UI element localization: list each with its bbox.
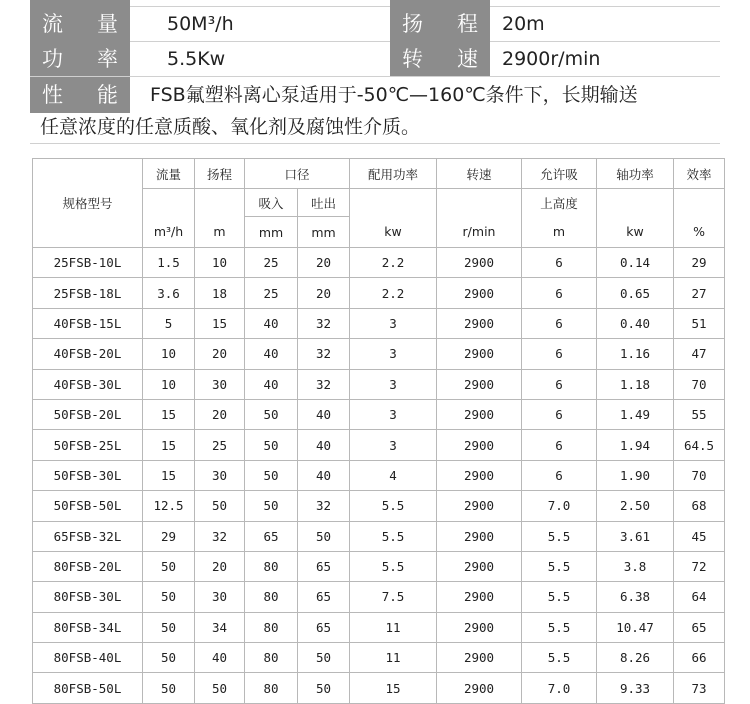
cell-head: 15 xyxy=(195,308,245,338)
cell-efficiency: 29 xyxy=(674,248,725,278)
cell-power: 15 xyxy=(350,673,437,703)
cell-shaft-power: 1.16 xyxy=(597,339,674,369)
cell-suction: 40 xyxy=(245,308,298,338)
cell-speed: 2900 xyxy=(437,248,522,278)
cell-flow: 50 xyxy=(143,673,195,703)
cell-suction: 25 xyxy=(245,278,298,308)
cell-model: 80FSB-20L xyxy=(33,551,143,581)
cell-shaft-power: 0.40 xyxy=(597,308,674,338)
table-row xyxy=(33,460,725,490)
cell-speed: 2900 xyxy=(437,278,522,308)
cell-npsh: 5.5 xyxy=(522,582,597,612)
cell-npsh: 6 xyxy=(522,339,597,369)
header-npsh-line2: 上高度 xyxy=(522,189,597,217)
cell-speed: 2900 xyxy=(437,491,522,521)
cell-npsh: 6 xyxy=(522,308,597,338)
cell-power: 11 xyxy=(350,612,437,642)
cell-shaft-power: 9.33 xyxy=(597,673,674,703)
cell-speed: 2900 xyxy=(437,430,522,460)
cell-discharge: 32 xyxy=(298,491,350,521)
head-label xyxy=(390,6,490,42)
cell-npsh: 6 xyxy=(522,369,597,399)
cell-efficiency: 55 xyxy=(674,399,725,429)
cell-power: 2.2 xyxy=(350,278,437,308)
header-blank xyxy=(437,189,522,217)
performance-label xyxy=(30,77,130,113)
cell-flow: 15 xyxy=(143,399,195,429)
cell-head: 34 xyxy=(195,612,245,642)
cell-speed: 2900 xyxy=(437,551,522,581)
table-row xyxy=(33,430,725,460)
cell-flow: 3.6 xyxy=(143,278,195,308)
cell-head: 30 xyxy=(195,582,245,612)
cell-shaft-power: 10.47 xyxy=(597,612,674,642)
cell-discharge: 32 xyxy=(298,308,350,338)
cell-discharge: 50 xyxy=(298,643,350,673)
cell-shaft-power: 0.65 xyxy=(597,278,674,308)
cell-speed: 2900 xyxy=(437,582,522,612)
cell-model: 25FSB-10L xyxy=(33,248,143,278)
cell-head: 18 xyxy=(195,278,245,308)
cell-flow: 5 xyxy=(143,308,195,338)
cell-power: 5.5 xyxy=(350,551,437,581)
cell-npsh: 6 xyxy=(522,248,597,278)
flow-value: 50M³/h xyxy=(167,13,234,35)
unit-shaft-power: kw xyxy=(597,217,674,248)
cell-npsh: 5.5 xyxy=(522,643,597,673)
table-row xyxy=(33,248,725,278)
unit-speed: r/min xyxy=(437,217,522,248)
cell-discharge: 40 xyxy=(298,399,350,429)
cell-efficiency: 64.5 xyxy=(674,430,725,460)
table-row xyxy=(33,582,725,612)
cell-suction: 25 xyxy=(245,248,298,278)
table-row xyxy=(33,491,725,521)
cell-efficiency: 70 xyxy=(674,369,725,399)
table-row xyxy=(33,612,725,642)
cell-head: 25 xyxy=(195,430,245,460)
cell-head: 50 xyxy=(195,491,245,521)
table-row xyxy=(33,551,725,581)
cell-head: 30 xyxy=(195,460,245,490)
header-discharge: 吐出 xyxy=(298,189,350,217)
cell-shaft-power: 8.26 xyxy=(597,643,674,673)
cell-flow: 29 xyxy=(143,521,195,551)
header-model: 规格型号 xyxy=(33,159,143,248)
cell-power: 3 xyxy=(350,308,437,338)
header-flow: 流量 xyxy=(143,159,195,189)
table-row xyxy=(33,673,725,703)
header-npsh: 允许吸 xyxy=(522,159,597,189)
table-body xyxy=(33,248,725,704)
speed-label-char2: 速 xyxy=(457,47,478,71)
flow-label xyxy=(30,6,130,42)
cell-speed: 2900 xyxy=(437,521,522,551)
cell-model: 40FSB-15L xyxy=(33,308,143,338)
unit-npsh: m xyxy=(522,217,597,248)
cell-suction: 80 xyxy=(245,612,298,642)
cell-head: 10 xyxy=(195,248,245,278)
header-blank xyxy=(674,189,725,217)
cell-shaft-power: 3.8 xyxy=(597,551,674,581)
performance-text-line2: 任意浓度的任意质酸、氧化剂及腐蚀性介质。 xyxy=(40,116,421,138)
cell-flow: 1.5 xyxy=(143,248,195,278)
header-efficiency: 效率 xyxy=(674,159,725,189)
cell-suction: 40 xyxy=(245,369,298,399)
header-suction: 吸入 xyxy=(245,189,298,217)
header-shaft-power: 轴功率 xyxy=(597,159,674,189)
unit-flow: m³/h xyxy=(143,217,195,248)
cell-model: 40FSB-20L xyxy=(33,339,143,369)
cell-model: 50FSB-25L xyxy=(33,430,143,460)
cell-efficiency: 64 xyxy=(674,582,725,612)
cell-power: 3 xyxy=(350,399,437,429)
cell-power: 11 xyxy=(350,643,437,673)
table-row xyxy=(33,399,725,429)
cell-model: 25FSB-18L xyxy=(33,278,143,308)
spec-panel xyxy=(0,0,750,150)
cell-efficiency: 47 xyxy=(674,339,725,369)
cell-efficiency: 72 xyxy=(674,551,725,581)
cell-suction: 80 xyxy=(245,582,298,612)
cell-shaft-power: 1.94 xyxy=(597,430,674,460)
cell-efficiency: 45 xyxy=(674,521,725,551)
flow-label-char2: 量 xyxy=(97,12,118,36)
cell-efficiency: 66 xyxy=(674,643,725,673)
cell-model: 65FSB-32L xyxy=(33,521,143,551)
cell-speed: 2900 xyxy=(437,369,522,399)
cell-discharge: 65 xyxy=(298,551,350,581)
cell-shaft-power: 2.50 xyxy=(597,491,674,521)
cell-speed: 2900 xyxy=(437,643,522,673)
cell-suction: 40 xyxy=(245,339,298,369)
cell-head: 20 xyxy=(195,551,245,581)
cell-head: 20 xyxy=(195,399,245,429)
cell-suction: 50 xyxy=(245,399,298,429)
cell-shaft-power: 6.38 xyxy=(597,582,674,612)
cell-efficiency: 73 xyxy=(674,673,725,703)
cell-power: 5.5 xyxy=(350,491,437,521)
power-label-char2: 率 xyxy=(97,47,118,71)
cell-power: 5.5 xyxy=(350,521,437,551)
header-head: 扬程 xyxy=(195,159,245,189)
cell-discharge: 50 xyxy=(298,521,350,551)
unit-head: m xyxy=(195,217,245,248)
cell-npsh: 7.0 xyxy=(522,673,597,703)
unit-efficiency: % xyxy=(674,217,725,248)
cell-speed: 2900 xyxy=(437,308,522,338)
unit-suction: mm xyxy=(245,217,298,248)
cell-flow: 12.5 xyxy=(143,491,195,521)
cell-speed: 2900 xyxy=(437,612,522,642)
cell-shaft-power: 0.14 xyxy=(597,248,674,278)
cell-speed: 2900 xyxy=(437,399,522,429)
power-value: 5.5Kw xyxy=(167,48,226,70)
header-blank xyxy=(195,189,245,217)
unit-power: kw xyxy=(350,217,437,248)
cell-power: 3 xyxy=(350,339,437,369)
table-row xyxy=(33,308,725,338)
cell-npsh: 7.0 xyxy=(522,491,597,521)
cell-discharge: 50 xyxy=(298,673,350,703)
cell-shaft-power: 1.18 xyxy=(597,369,674,399)
cell-suction: 80 xyxy=(245,673,298,703)
cell-npsh: 5.5 xyxy=(522,551,597,581)
header-caliber: 口径 xyxy=(245,159,350,189)
cell-power: 4 xyxy=(350,460,437,490)
cell-model: 50FSB-30L xyxy=(33,460,143,490)
power-label xyxy=(30,41,130,77)
performance-label-char1: 性 xyxy=(42,83,63,107)
cell-flow: 50 xyxy=(143,643,195,673)
cell-flow: 50 xyxy=(143,551,195,581)
header-blank xyxy=(143,189,195,217)
unit-discharge: mm xyxy=(298,217,350,248)
cell-efficiency: 65 xyxy=(674,612,725,642)
cell-flow: 10 xyxy=(143,369,195,399)
header-speed: 转速 xyxy=(437,159,522,189)
cell-npsh: 5.5 xyxy=(522,521,597,551)
table-row xyxy=(33,643,725,673)
cell-suction: 65 xyxy=(245,521,298,551)
head-value: 20m xyxy=(502,13,545,35)
divider xyxy=(30,6,720,7)
cell-flow: 10 xyxy=(143,339,195,369)
cell-model: 50FSB-20L xyxy=(33,399,143,429)
header-blank xyxy=(597,189,674,217)
cell-model: 80FSB-30L xyxy=(33,582,143,612)
cell-discharge: 65 xyxy=(298,612,350,642)
table-row xyxy=(33,369,725,399)
divider xyxy=(30,143,720,144)
cell-power: 7.5 xyxy=(350,582,437,612)
speed-label-char1: 转 xyxy=(402,47,423,71)
cell-shaft-power: 1.90 xyxy=(597,460,674,490)
cell-speed: 2900 xyxy=(437,673,522,703)
cell-npsh: 6 xyxy=(522,399,597,429)
performance-label-char2: 能 xyxy=(97,83,118,107)
cell-head: 40 xyxy=(195,643,245,673)
cell-power: 3 xyxy=(350,430,437,460)
cell-model: 80FSB-34L xyxy=(33,612,143,642)
cell-discharge: 65 xyxy=(298,582,350,612)
cell-speed: 2900 xyxy=(437,460,522,490)
cell-suction: 80 xyxy=(245,643,298,673)
cell-npsh: 6 xyxy=(522,460,597,490)
head-label-char1: 扬 xyxy=(402,12,423,36)
cell-discharge: 32 xyxy=(298,369,350,399)
cell-efficiency: 68 xyxy=(674,491,725,521)
cell-suction: 50 xyxy=(245,460,298,490)
cell-model: 40FSB-30L xyxy=(33,369,143,399)
cell-shaft-power: 1.49 xyxy=(597,399,674,429)
cell-discharge: 20 xyxy=(298,248,350,278)
cell-head: 20 xyxy=(195,339,245,369)
cell-discharge: 40 xyxy=(298,460,350,490)
cell-model: 80FSB-40L xyxy=(33,643,143,673)
cell-flow: 15 xyxy=(143,430,195,460)
cell-npsh: 5.5 xyxy=(522,612,597,642)
cell-head: 50 xyxy=(195,673,245,703)
cell-suction: 80 xyxy=(245,551,298,581)
cell-model: 80FSB-50L xyxy=(33,673,143,703)
table-row xyxy=(33,278,725,308)
table-row xyxy=(33,339,725,369)
cell-flow: 50 xyxy=(143,612,195,642)
cell-power: 2.2 xyxy=(350,248,437,278)
cell-npsh: 6 xyxy=(522,430,597,460)
spec-table xyxy=(32,158,725,704)
cell-suction: 50 xyxy=(245,491,298,521)
header-power: 配用功率 xyxy=(350,159,437,189)
divider xyxy=(30,41,720,42)
head-label-char2: 程 xyxy=(457,12,478,36)
cell-discharge: 40 xyxy=(298,430,350,460)
cell-discharge: 32 xyxy=(298,339,350,369)
cell-speed: 2900 xyxy=(437,339,522,369)
speed-label xyxy=(390,41,490,77)
cell-efficiency: 27 xyxy=(674,278,725,308)
cell-head: 30 xyxy=(195,369,245,399)
power-label-char1: 功 xyxy=(42,47,63,71)
cell-flow: 15 xyxy=(143,460,195,490)
cell-flow: 50 xyxy=(143,582,195,612)
table-row xyxy=(33,521,725,551)
cell-efficiency: 51 xyxy=(674,308,725,338)
cell-head: 32 xyxy=(195,521,245,551)
cell-suction: 50 xyxy=(245,430,298,460)
performance-text-line1: FSB氟塑料离心泵适用于-50℃—160℃条件下，长期输送 xyxy=(150,84,638,106)
cell-efficiency: 70 xyxy=(674,460,725,490)
cell-model: 50FSB-50L xyxy=(33,491,143,521)
cell-discharge: 20 xyxy=(298,278,350,308)
cell-npsh: 6 xyxy=(522,278,597,308)
cell-power: 3 xyxy=(350,369,437,399)
cell-shaft-power: 3.61 xyxy=(597,521,674,551)
speed-value: 2900r/min xyxy=(502,48,601,70)
header-blank xyxy=(350,189,437,217)
flow-label-char1: 流 xyxy=(42,12,63,36)
